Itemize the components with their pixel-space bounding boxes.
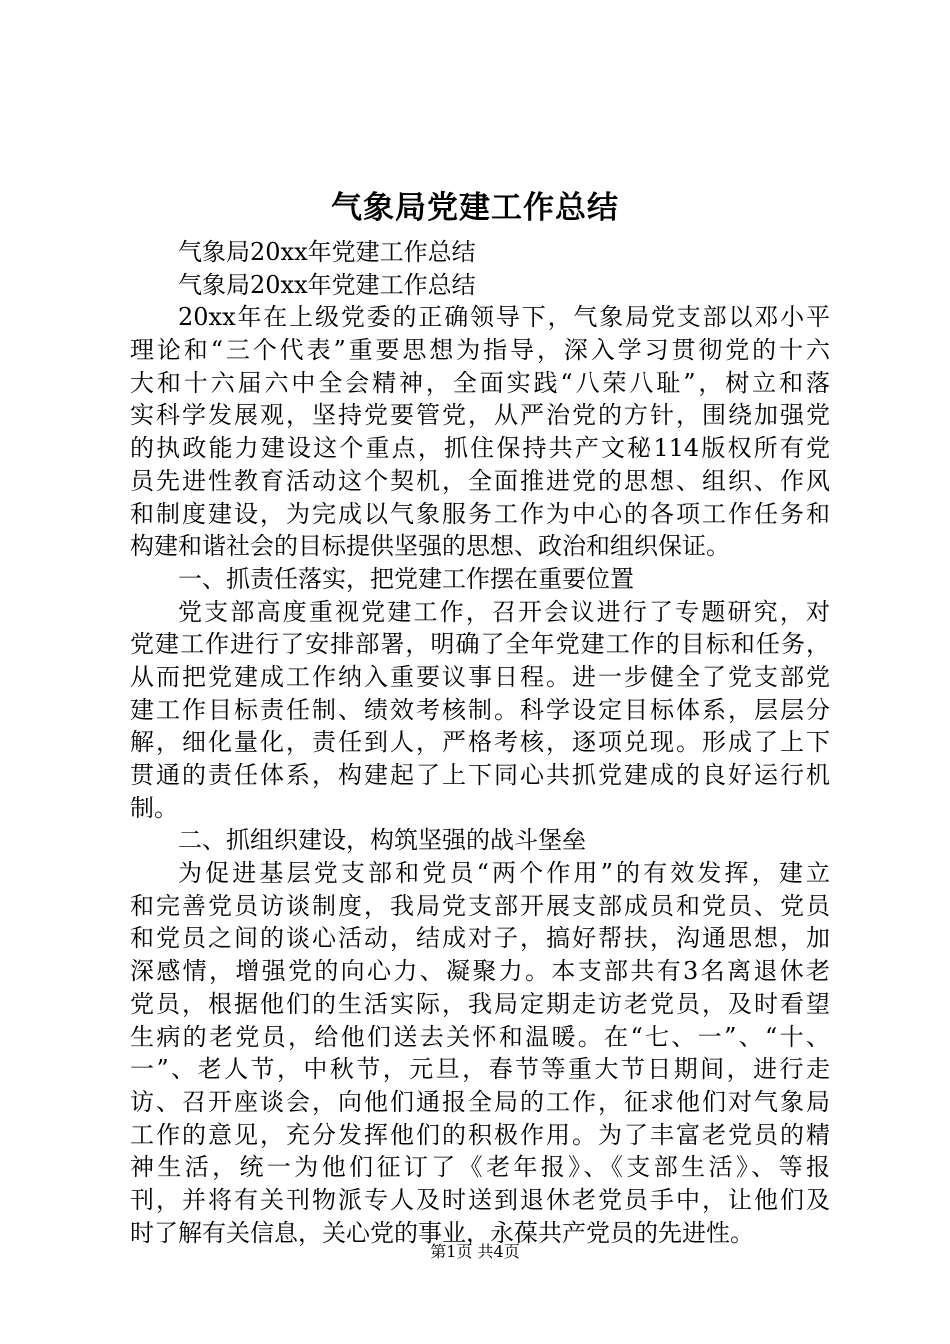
text-line: 制。 xyxy=(130,793,178,822)
document-title: 气象局党建工作总结 xyxy=(331,190,619,226)
text-line: 为促进基层党支部和党员“两个作用”的有效发挥，建立 xyxy=(178,859,830,888)
text-line: 一、抓责任落实，把党建工作摆在重要位置 xyxy=(178,564,634,593)
text-line: 和完善党员访谈制度，我局党支部开展支部成员和党员、党员 xyxy=(130,891,830,920)
text-line: 党建工作进行了安排部署，明确了全年党建工作的目标和任务， xyxy=(130,630,830,659)
text-line: 神生活，统一为他们征订了《老年报》、《支部生活》、等报 xyxy=(130,1153,830,1182)
page-footer: 第1页 共4页 xyxy=(430,1242,520,1261)
text-line: 党员，根据他们的生活实际，我局定期走访老党员，及时看望 xyxy=(130,989,830,1018)
text-line: 大和十六届六中全会精神，全面实践“八荣八耻”，树立和落 xyxy=(130,368,830,397)
text-line: 工作的意见，充分发挥他们的积极作用。为了丰富老党员的精 xyxy=(130,1120,830,1149)
text-line: 和制度建设，为完成以气象服务工作为中心的各项工作任务和 xyxy=(130,499,830,528)
text-line: 气象局20xx年党建工作总结 xyxy=(178,238,476,266)
text-line: 从而把党建成工作纳入重要议事日程。进一步健全了党支部党 xyxy=(130,662,830,691)
document-body xyxy=(130,236,830,1249)
text-line: 生病的老党员，给他们送去关怀和温暖。在“七、一”、“十、 xyxy=(130,1022,830,1051)
text-line: 气象局20xx年党建工作总结 xyxy=(178,270,476,299)
text-line: 20xx年在上级党委的正确领导下，气象局党支部以邓小平 xyxy=(178,303,830,332)
text-line: 建工作目标责任制、绩效考核制。科学设定目标体系，层层分 xyxy=(130,695,830,724)
text-line: 实科学发展观，坚持党要管党，从严治党的方针，围绕加强党 xyxy=(130,401,830,430)
text-line: 时了解有关信息，关心党的事业，永葆共产党员的先进性。 xyxy=(130,1218,754,1247)
text-line: 理论和“三个代表”重要思想为指导，深入学习贯彻党的十六 xyxy=(130,336,830,365)
text-line: 贯通的责任体系，构建起了上下同心共抓党建成的良好运行机 xyxy=(130,761,830,789)
text-line: 访、召开座谈会，向他们通报全局的工作，征求他们对气象局 xyxy=(130,1087,830,1116)
text-line: 构建和谐社会的目标提供坚强的思想、政治和组织保证。 xyxy=(130,532,730,561)
text-line: 解，细化量化，责任到人，严格考核，逐项兑现。形成了上下 xyxy=(130,728,830,757)
text-line: 的执政能力建设这个重点，抓住保持共产文秘114版权所有党 xyxy=(130,434,830,463)
text-line: 党支部高度重视党建工作，召开会议进行了专题研究，对 xyxy=(178,597,830,626)
text-line: 深感情，增强党的向心力、凝聚力。本支部共有3名离退休老 xyxy=(130,957,830,986)
text-line: 和党员之间的谈心活动，结成对子，搞好帮扶，沟通思想，加 xyxy=(130,924,830,953)
text-line: 一”、老人节，中秋节，元旦，春节等重大节日期间，进行走 xyxy=(130,1055,830,1084)
text-line: 二、抓组织建设，构筑坚强的战斗堡垒 xyxy=(178,826,586,855)
text-line: 刊，并将有关刊物派专人及时送到退休老党员手中，让他们及 xyxy=(130,1185,830,1214)
text-line: 员先进性教育活动这个契机，全面推进党的思想、组织、作风 xyxy=(130,466,830,495)
